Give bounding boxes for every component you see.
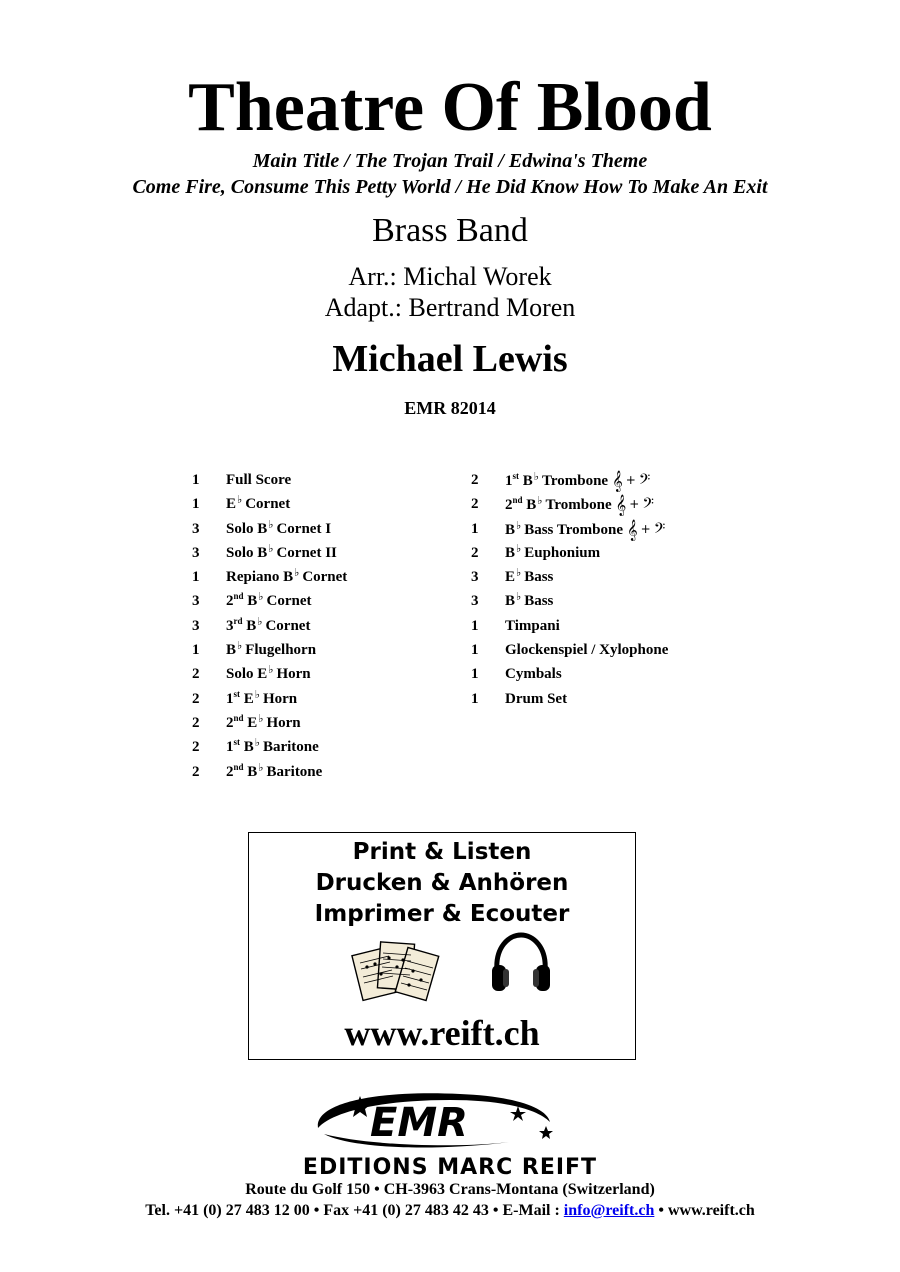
part-name: [226, 737, 319, 757]
part-ordinal-suffix: rd: [233, 615, 243, 626]
email-link[interactable]: info@reift.ch: [563, 1202, 655, 1219]
part-quantity: 2: [471, 472, 479, 488]
flat-sign: ♭: [294, 567, 300, 580]
flat-sign: ♭: [516, 591, 522, 604]
part-name-text: B: [505, 521, 516, 538]
part-name-text: B: [226, 642, 237, 659]
bass-clef-icon: 𝄢: [642, 495, 654, 517]
part-name-text: B: [246, 617, 257, 634]
clef-icons: [612, 470, 650, 492]
part-quantity: 3: [471, 569, 479, 586]
part-quantity: 2: [192, 714, 200, 731]
bass-clef-icon: 𝄢: [638, 471, 651, 492]
part-name-text: B: [247, 593, 258, 610]
flat-sign: ♭: [258, 712, 264, 725]
part-name: [226, 713, 301, 733]
part-quantity: 1: [192, 569, 200, 586]
part-name: [505, 567, 553, 587]
treble-clef-icon: 𝄞: [612, 471, 623, 492]
part-quantity: 1: [471, 690, 479, 707]
catalog-number: EMR 82014: [404, 398, 496, 418]
part-name-text: E: [247, 714, 258, 731]
ensemble-label: Brass Band: [372, 212, 528, 249]
part-name: [505, 616, 560, 636]
part-name: [226, 591, 311, 611]
part-name: [226, 689, 297, 709]
part-name: [505, 519, 665, 541]
sheet-music-icon: [351, 937, 441, 1005]
publisher-wordmark: [250, 1152, 650, 1178]
part-name-suffix: Baritone: [262, 739, 319, 756]
part-name-suffix: Euphonium: [524, 544, 601, 561]
part-name: [226, 470, 291, 490]
clef-plus: +: [629, 497, 640, 512]
part-quantity: 3: [192, 520, 200, 537]
part-name-text: E: [226, 496, 237, 513]
bass-clef-icon: 𝄢: [653, 519, 666, 541]
part-name: [226, 640, 316, 660]
part-name: [226, 543, 337, 563]
part-name-text: B: [243, 739, 254, 756]
flat-sign: ♭: [268, 664, 274, 677]
part-quantity: 3: [192, 617, 200, 634]
part-quantity: 1: [471, 642, 479, 659]
part-ordinal-suffix: nd: [233, 712, 244, 723]
arranger-credit: Arr.: Michal Worek: [348, 262, 552, 291]
part-name-text: Full Score: [226, 472, 292, 488]
part-quantity: 1: [471, 617, 479, 634]
part-name-suffix: Cornet II: [276, 544, 337, 561]
part-name-suffix: Bass: [524, 569, 554, 586]
part-name: [226, 494, 290, 514]
part-name: [226, 519, 331, 539]
treble-clef-icon: 𝄞: [627, 519, 638, 541]
adapter-credit: Adapt.: Bertrand Moren: [324, 293, 576, 322]
part-name-suffix: Horn: [276, 666, 311, 683]
part-quantity: 3: [471, 593, 479, 610]
part-ordinal-suffix: st: [233, 737, 240, 748]
flat-sign: ♭: [516, 542, 522, 555]
flat-sign: ♭: [268, 518, 274, 531]
part-name-text: B: [526, 497, 537, 514]
contact-phone-fax: Tel. +41 (0) 27 483 12 00 • Fax +41 (0) 27 483 42 43 • E-Mail :: [145, 1202, 564, 1219]
part-ordinal-suffix: nd: [512, 495, 523, 506]
part-name-text: B: [505, 593, 516, 610]
part-name-text: B: [505, 544, 516, 561]
part-ordinal-suffix: st: [233, 688, 240, 699]
part-name-text: Cymbals: [505, 666, 562, 683]
part-ordinal-suffix: st: [512, 471, 519, 481]
part-quantity: 1: [192, 472, 200, 488]
publisher-contact: [0, 1200, 900, 1222]
part-quantity: 1: [471, 520, 479, 537]
part-ordinal: 2: [505, 497, 513, 514]
part-name: [505, 689, 567, 709]
promo-line-french: Imprimer & Ecouter: [314, 901, 570, 927]
part-name-suffix: Horn: [266, 714, 301, 731]
part-name-suffix: Flugelhorn: [245, 642, 317, 659]
part-name: [226, 762, 322, 782]
part-name-text: Glockenspiel / Xylophone: [505, 642, 669, 659]
part-ordinal-suffix: nd: [233, 591, 244, 602]
part-name-text: E: [505, 569, 516, 586]
flat-sign: ♭: [254, 737, 260, 750]
publisher-name: EDITIONS MARC REIFT: [302, 1155, 598, 1178]
part-name-suffix: Cornet: [265, 617, 311, 634]
part-quantity: 2: [192, 763, 200, 780]
part-name-text: Solo B: [226, 520, 268, 537]
part-ordinal: 1: [226, 690, 234, 707]
part-name: [226, 616, 310, 636]
part-ordinal: 1: [226, 739, 234, 756]
publisher-address: Route du Golf 150 • CH-3963 Crans-Montana (Switzerland): [245, 1181, 655, 1198]
clef-icons: [627, 519, 665, 541]
part-quantity: 3: [192, 544, 200, 561]
promo-line-german: Drucken & Anhören: [315, 870, 569, 896]
clef-plus: +: [640, 521, 651, 536]
composer-name: Michael Lewis: [332, 338, 568, 380]
flat-sign: ♭: [516, 519, 522, 532]
part-ordinal-suffix: nd: [233, 761, 244, 772]
part-name-suffix: Cornet: [302, 569, 348, 586]
part-name-text: B: [247, 763, 258, 780]
part-ordinal: 1: [505, 473, 513, 489]
part-name-text: Repiano B: [226, 569, 294, 586]
part-quantity: 2: [192, 739, 200, 756]
part-name: [505, 494, 654, 516]
clef-plus: +: [625, 473, 636, 487]
clef-icons: [616, 494, 654, 516]
part-name: [226, 567, 347, 587]
part-name: [505, 543, 600, 563]
part-name-text: B: [522, 473, 533, 489]
part-quantity: 2: [192, 690, 200, 707]
headphones-icon: [489, 931, 553, 997]
logo-lettering: EMR: [370, 1100, 468, 1146]
part-name-suffix: Horn: [262, 690, 298, 707]
part-name-text: Solo B: [226, 544, 268, 561]
emr-logo: [310, 1088, 560, 1152]
part-name-suffix: Trombone: [541, 473, 609, 489]
part-ordinal: 2: [226, 763, 234, 780]
treble-clef-icon: 𝄞: [615, 495, 627, 517]
promo-line-english: Print & Listen: [352, 839, 532, 865]
part-name-suffix: Trombone: [545, 497, 612, 514]
part-quantity: 1: [192, 496, 200, 513]
part-name-suffix: Bass Trombone: [524, 521, 623, 538]
part-name-suffix: Cornet: [245, 496, 291, 513]
flat-sign: ♭: [258, 591, 264, 604]
flat-sign: ♭: [533, 471, 539, 483]
flat-sign: ♭: [537, 495, 543, 508]
movements-line-2: Come Fire, Consume This Petty World / He Did Know How To Make An Exit: [132, 176, 768, 198]
part-name: [505, 640, 668, 660]
part-ordinal: 2: [226, 593, 234, 610]
part-name: [505, 664, 562, 684]
print-listen-box[interactable]: [248, 832, 636, 1060]
part-name-text: Solo E: [226, 666, 268, 683]
flat-sign: ♭: [516, 567, 522, 580]
flat-sign: ♭: [257, 615, 263, 628]
part-quantity: 2: [471, 496, 479, 513]
flat-sign: ♭: [237, 640, 243, 653]
part-quantity: 1: [192, 642, 200, 659]
movements-line-1: Main Title / The Trojan Trail / Edwina's Theme: [252, 150, 648, 172]
part-quantity: 2: [192, 666, 200, 683]
part-ordinal: 2: [226, 714, 234, 731]
contact-website: • www.reift.ch: [654, 1202, 755, 1219]
part-name-text: Timpani: [505, 617, 560, 634]
part-name-text: Drum Set: [505, 690, 568, 707]
flat-sign: ♭: [254, 688, 260, 701]
part-ordinal: 3: [226, 617, 234, 634]
flat-sign: ♭: [268, 542, 274, 555]
part-name: [505, 470, 650, 492]
flat-sign: ♭: [258, 761, 264, 774]
part-quantity: 1: [471, 666, 479, 683]
part-name-suffix: Bass: [524, 593, 554, 610]
flat-sign: ♭: [237, 494, 243, 507]
part-name-suffix: Baritone: [266, 763, 323, 780]
part-name: [505, 591, 553, 611]
part-name: [226, 664, 311, 684]
score-title: Theatre Of Blood: [188, 69, 712, 146]
part-name-suffix: Cornet: [266, 593, 312, 610]
part-quantity: 2: [471, 544, 479, 561]
part-quantity: 3: [192, 593, 200, 610]
part-name-text: E: [243, 690, 254, 707]
part-name-suffix: Cornet I: [276, 520, 332, 537]
promo-website[interactable]: www.reift.ch: [344, 1013, 540, 1053]
